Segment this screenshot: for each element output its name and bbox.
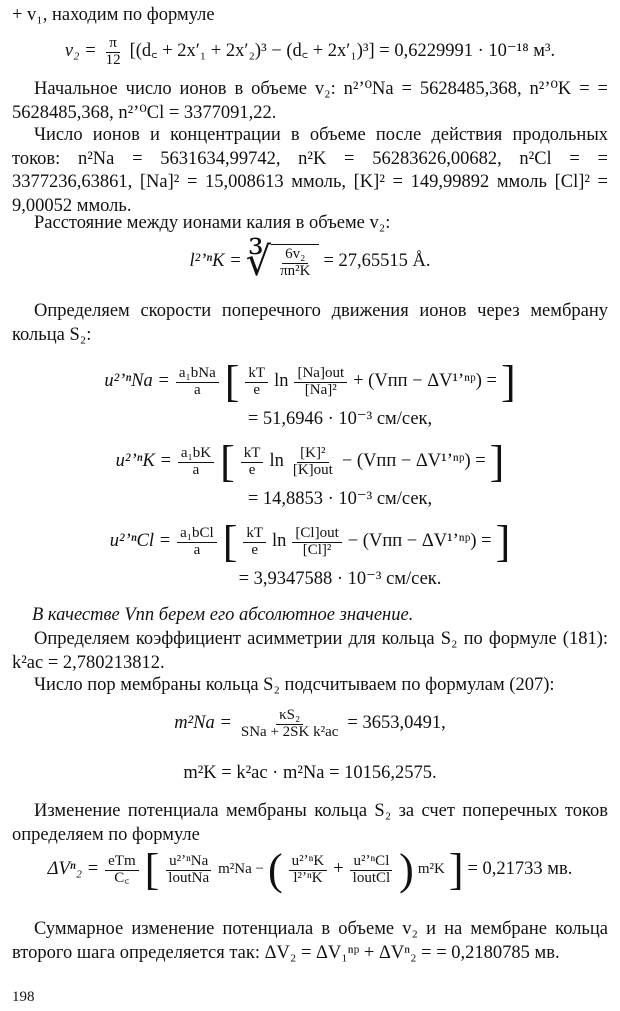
eq-l-lhs: l²ʼⁿK = [189,251,242,272]
eq-dv-dden: loutCl [352,869,391,886]
para-distance: Расстояние между ионами калия в объеме v₂: [34,213,391,233]
equation-delta-v: ΔVⁿ₂ = $\frac{\text{eTm}}{C꜀}$ [ $\frac{\text{u²ʼⁿNa}}{\text{loutNa}}$ m²Na − ( $\frac{\text{u²ʼⁿK}}{\text{l²ʼⁿK}}$ + $\frac{\text{u²ʼⁿCl}}{\text{loutCl}}$ ) m²K ] = 0,21733 мв. [47,845,573,894]
text-line-1: + v₁, находим по формуле [12,5,215,25]
eq-una-rden: [Na]² [304,381,337,398]
eq-dv-m1: m²Na − [218,861,264,878]
para-velocity: Определяем скорости поперечного движения ионов через мембрану кольца S₂: [12,301,608,345]
eq-una-cden: a [193,381,201,398]
eq-uk-tail: − (Vпп − ΔV¹ʼⁿᵖ) = [341,451,486,472]
eq-uk-ln: ln [269,451,284,472]
eq-ucl-e: e [251,541,259,558]
eq-l-radical [245,239,320,284]
para-ions-after: Число ионов и концентрации в объеме после действия продольных токов: n²Na = 5631634,99742, n²K = 56283626,00682, n²Cl = = 3377236,63861, [Na]² = 15,008613 ммоль, [K]² = 149,99892 ммоль [Cl]² = 9,00052 ммоль. [12,125,608,217]
eq-v2-rhs: [(d꜀ + 2x′₁ + 2x′₂)³ − (d꜀ + 2x′₁)³] = 0,6229991 · 10⁻¹⁸ м³. [129,41,556,62]
eq-una-ln: ln [274,371,289,392]
eq-ucl-tail: − (Vпп − ΔV¹ʼⁿᵖ) = [347,531,492,552]
page-number: 198 [12,989,35,1005]
eq-l-rhs: = 27,65515 Å. [323,251,431,272]
para-pores: Число пор мембраны кольца S₂ подсчитываем по формулам (207): [34,675,555,695]
eq-uk-rden: [K]out [292,461,333,478]
equation-v2 [0,36,620,69]
equation-l [0,239,620,284]
eq-mna-rhs: = 3653,0491, [347,713,446,734]
para-ions-initial: Начальное число ионов в объеме v₂: n²ʼ⁰Na = 5628485,368, n²ʼ⁰K = = 5628485,368, n²ʼ⁰Cl = 3377091,22. [12,79,608,123]
eq-mna-lhs: m²Na = [174,713,232,734]
para-potential: Изменение потенциала мембраны кольца S₂ за счет поперечных токов определяем по формуле [12,801,608,845]
eq-dv-cnum: eTm [105,854,139,871]
eq-v2-num: π [106,36,120,53]
eq-dv-anum: u²ʼⁿNa [166,854,211,871]
eq-v2-den: 12 [105,51,121,68]
equation-u-cl: u²ʼⁿCl = $\frac{\text{a₁bCl}}{a}$ [ $\frac{kT}{e}$ ln $\frac{\text{[Cl]out}}{\text{[Cl]²}}$ − (Vпп − ΔV¹ʼⁿᵖ) = ] [109,517,511,566]
eq-mna-den: SNa + 2SK k²ac [240,723,339,740]
eq-dv-cden: C꜀ [114,869,130,886]
para-asym: Определяем коэффициент асимметрии для кольца S₂ по формуле (181): k²ас = 2,780213812. [12,629,608,673]
eq-una-lhs: u²ʼⁿNa = [104,371,170,392]
eq-dv-dnum: u²ʼⁿCl [350,854,392,871]
eq-ucl-rnum: [Cl]out [292,526,341,543]
equation-m-na [0,708,620,741]
eq-v2-fraction [103,36,124,69]
eq-uk-cnum: a₁bK [178,446,214,463]
eq-dv-lhs: ΔVⁿ₂ = [47,859,100,880]
eq-uk-rnum: [K]² [297,446,328,463]
eq-dv-m2: m²K [417,861,445,878]
eq-uk-value: = 14,8853 · 10⁻³ см/сек, [247,489,433,509]
para-abs: В качестве Vпп берем его абсолютное значение. [32,605,414,625]
eq-ucl-ln: ln [272,531,287,552]
eq-dv-rhs: = 0,21733 мв. [467,859,573,880]
eq-una-tail: + (Vпп − ΔV¹ʼⁿᵖ) = [353,371,497,392]
eq-dv-bnum: u²ʼⁿK [289,854,328,871]
eq-uk-cden: a [192,461,200,478]
eq-mna-num: κS₂ [276,708,303,725]
eq-ucl-cden: a [193,541,201,558]
eq-una-cnum: a₁bNa [176,366,219,383]
eq-ucl-lhs: u²ʼⁿCl = [109,531,172,552]
eq-l-den: πn²K [280,263,311,279]
eq-ucl-value: = 3,9347588 · 10⁻³ см/сек. [238,569,442,589]
eq-l-num: 6v₂ [282,247,308,264]
eq-una-e: e [253,381,261,398]
eq-una-kt: kT [245,366,268,383]
eq-uk-lhs: u²ʼⁿK = [115,451,172,472]
eq-ucl-rden: [Cl]² [302,541,332,558]
equation-u-k: u²ʼⁿK = $\frac{\text{a₁bK}}{a}$ [ $\frac{kT}{e}$ ln $\frac{\text{[K]²}}{\text{[K]out}}$ − (Vпп − ΔV¹ʼⁿᵖ) = ] [115,437,505,486]
eq-v2-lhs: v₂ = [64,41,97,62]
para-total: Суммарное изменение потенциала в объеме v₂ и на мембране кольца второго шага определяется так: ΔV₂ = ΔV₁ⁿᵖ + ΔVⁿ₂ = = 0,2180785 мв. [12,919,608,963]
eq-una-value: = 51,6946 · 10⁻³ см/сек, [247,409,433,429]
eq-dv-aden: loutNa [168,869,210,886]
equation-u-na: u²ʼⁿNa = $\frac{\text{a₁bNa}}{a}$ [ $\frac{kT}{e}$ ln $\frac{\text{[Na]out}}{\text{[Na]²}}$ + (Vпп − ΔV¹ʼⁿᵖ) = ] [104,357,516,406]
eq-dv-plus: + [333,859,344,880]
cube-root-sign: ∛ [245,239,272,284]
eq-una-rnum: [Na]out [294,366,347,383]
eq-ucl-cnum: a₁bCl [177,526,217,543]
eq-uk-kt: kT [241,446,264,463]
eq-ucl-kt: kT [243,526,266,543]
eq-uk-e: e [248,461,256,478]
eq-dv-bden: l²ʼⁿK [293,869,323,886]
equation-m-k: m²K = k²ac · m²Na = 10156,2575. [183,763,437,783]
